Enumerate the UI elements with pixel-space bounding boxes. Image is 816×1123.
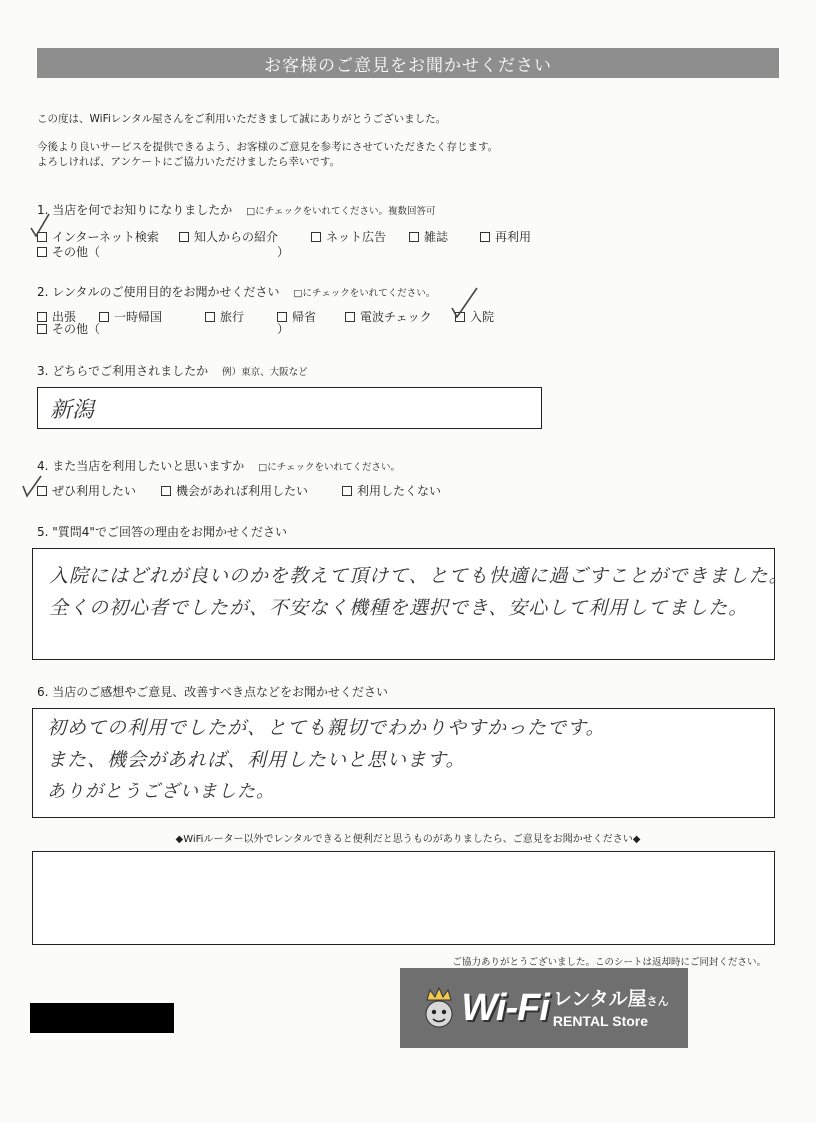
- q3-note: 例）東京、大阪など: [222, 367, 308, 378]
- q3-answer-box[interactable]: [37, 387, 542, 429]
- logo-wifi-text: Wi-Fi: [461, 986, 549, 1029]
- redacted-block: [30, 1003, 174, 1033]
- checkbox-icon: [311, 232, 321, 242]
- q4-label: 4. また当店を利用したいと思いますか □にチェックをいれてください。: [37, 459, 400, 473]
- q4-options: [37, 482, 441, 499]
- checkbox-icon: [37, 486, 47, 496]
- checkbox-icon: [342, 486, 352, 496]
- q2-option-travel[interactable]: 旅行: [205, 308, 277, 325]
- intro-line-2: 今後より良いサービスを提供できるよう、お客様のご意見を参考にさせていただきたく存じます。: [37, 141, 499, 153]
- footer-thanks: ご協力ありがとうございました。このシートは返却時にご同封ください。: [452, 957, 766, 968]
- q4-option-no[interactable]: 利用したくない: [342, 482, 441, 499]
- intro-line-3: よろしければ、アンケートにご協力いただけましたら幸いです。: [37, 156, 341, 168]
- q1-option-magazine[interactable]: 雑誌: [409, 228, 480, 245]
- q5-label: 5. "質問4"でご回答の理由をお聞かせください: [37, 525, 287, 539]
- checkbox-icon: [455, 312, 465, 322]
- checkbox-icon: [37, 232, 47, 242]
- q1-option-referral[interactable]: 知人からの紹介: [179, 228, 311, 245]
- q2-option-homecoming[interactable]: 帰省: [277, 308, 345, 325]
- q1-note: □にチェックをいれてください。複数回答可: [246, 206, 436, 217]
- q1-option-other[interactable]: その他（ ）: [37, 243, 287, 260]
- q1-label: 1. 当店を何でお知りになりましたか □にチェックをいれてください。複数回答可: [37, 203, 436, 217]
- q6-answer-line-1: 初めての利用でしたが、とても親切でわかりやすかったです。: [47, 717, 606, 739]
- q3-label: 3. どちらでご利用されましたか 例）東京、大阪など: [37, 364, 308, 378]
- q6-answer-box[interactable]: [32, 708, 775, 818]
- logo-en-text: RENTAL Store: [552, 1012, 649, 1029]
- q1-option-internet-search[interactable]: インターネット検索: [37, 228, 179, 245]
- checkbox-icon: [480, 232, 490, 242]
- checkbox-icon: [345, 312, 355, 322]
- q1-option-net-ad[interactable]: ネット広告: [311, 228, 409, 245]
- q2-option-temporary-return[interactable]: 一時帰国: [99, 308, 205, 325]
- intro-line-1: この度は、WiFiレンタル屋さんをご利用いただきまして誠にありがとうございました。: [37, 113, 447, 125]
- q4-option-if-chance[interactable]: 機会があれば利用したい: [161, 482, 342, 499]
- store-logo: [400, 968, 688, 1048]
- q7-label: ◆WiFiルーター以外でレンタルできると便利だと思うものがありましたら、ご意見をお聞かせください◆: [175, 834, 641, 845]
- checkbox-icon: [179, 232, 189, 242]
- checkbox-icon: [409, 232, 419, 242]
- q2-option-hospitalization[interactable]: 入院: [455, 308, 494, 325]
- logo-jp-text: レンタル屋さん: [552, 987, 669, 1010]
- q6-label: 6. 当店のご感想やご意見、改善すべき点などをお聞かせください: [37, 685, 389, 699]
- q2-option-signal-check[interactable]: 電波チェック: [345, 308, 455, 325]
- q5-answer-line-2: 全くの初心者でしたが、不安なく機種を選択でき、安心して利用してました。: [49, 597, 749, 619]
- q2-note: □にチェックをいれてください。: [293, 288, 436, 299]
- q2-option-other[interactable]: その他（ ）: [37, 320, 297, 337]
- page-title: お客様のご意見をお聞かせください: [37, 48, 779, 78]
- q4-option-definitely[interactable]: ぜひ利用したい: [37, 482, 161, 499]
- q5-answer-line-1: 入院にはどれが良いのかを教えて頂けて、とても快適に過ごすことができました。: [49, 565, 789, 587]
- q2-option-business-trip[interactable]: 出張: [37, 308, 99, 325]
- q3-answer-handwriting: 新潟: [50, 398, 95, 423]
- q1-option-reuse[interactable]: 再利用: [480, 228, 531, 245]
- mascot-icon: [419, 986, 459, 1030]
- q6-answer-line-3: ありがとうございました。: [47, 781, 275, 802]
- checkbox-icon: [37, 324, 47, 334]
- q4-note: □にチェックをいれてください。: [258, 462, 400, 473]
- q6-answer-line-2: また、機会があれば、利用したいと思います。: [47, 749, 466, 771]
- checkbox-icon: [161, 486, 171, 496]
- q7-answer-box[interactable]: [32, 851, 775, 945]
- checkbox-icon: [37, 247, 47, 257]
- q2-label: 2. レンタルのご使用目的をお聞かせください □にチェックをいれてください。: [37, 285, 436, 299]
- q5-answer-box[interactable]: [32, 548, 789, 660]
